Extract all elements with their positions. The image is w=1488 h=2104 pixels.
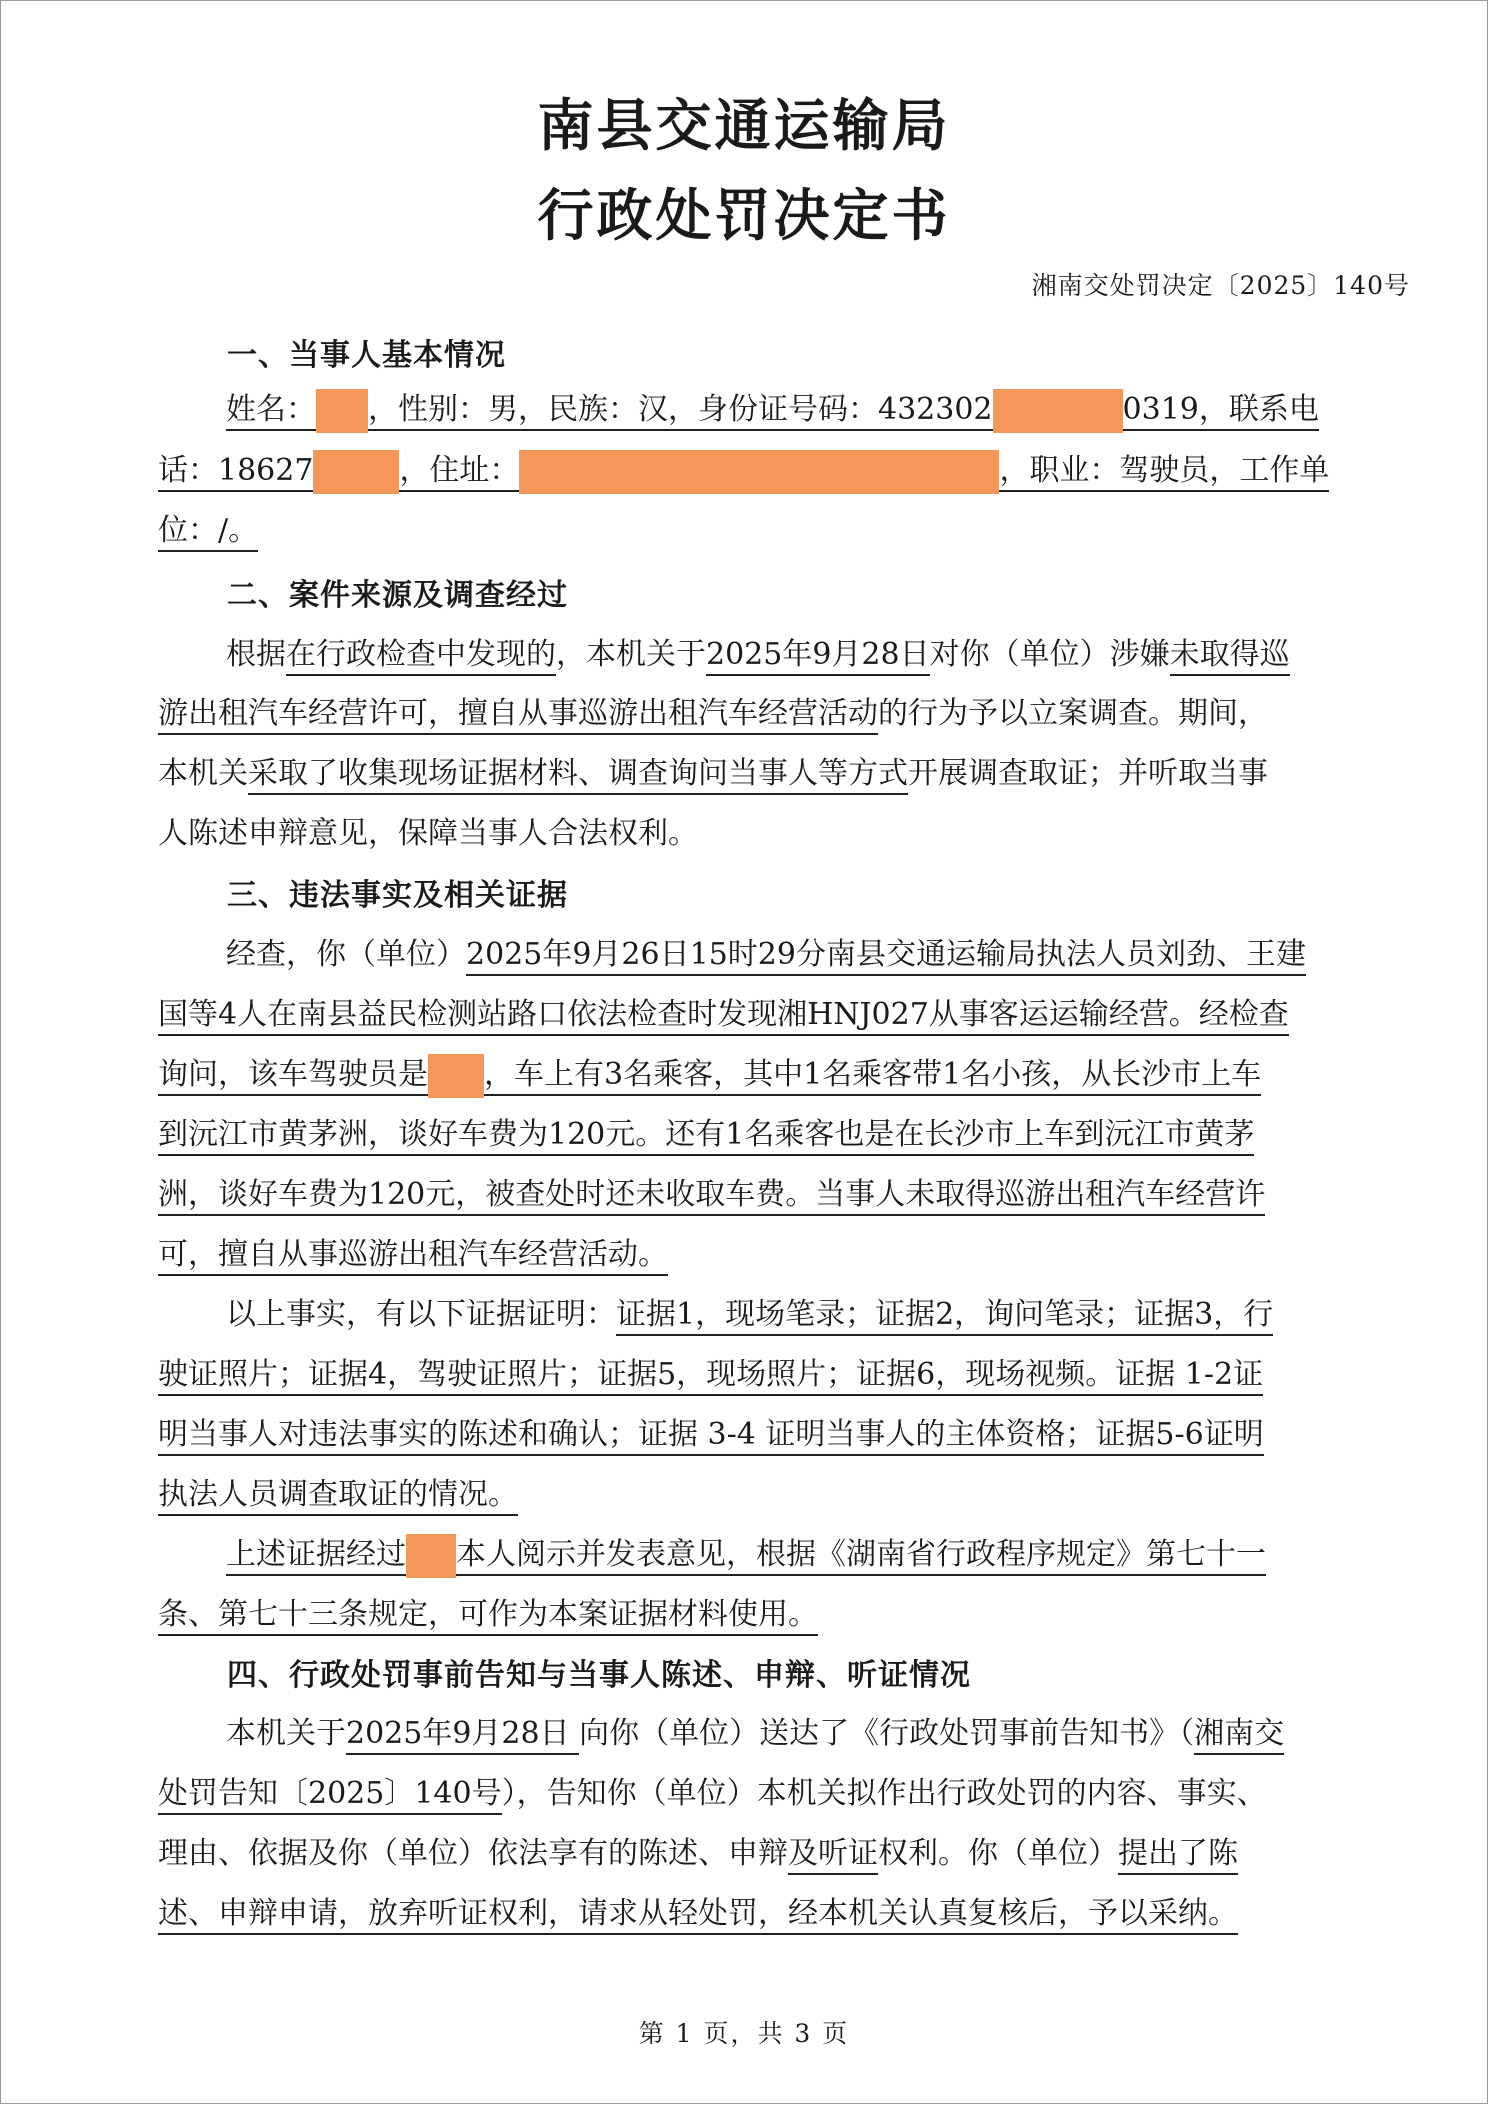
s3-text: 以上事实，有以下证据证明： [226,1297,616,1332]
s1-line-2 [158,443,1329,499]
redaction-name [316,389,368,433]
s3-p3-line-1 [226,1527,1266,1583]
s3-evidence: 证据1，现场笔录；证据2，询问笔录；证据3，行 [616,1297,1273,1336]
section-1-heading: 一、当事人基本情况 [227,338,506,373]
s1-line-1 [226,382,1319,438]
s3-review: 上述证据经过 [226,1537,406,1576]
s4-line-4 [158,1886,1238,1942]
s1-text: 位：/。 [158,513,258,552]
s4-notice-no: 湘南交 [1194,1716,1284,1755]
s2-method: 采取了收集现场证据材料、调查询问当事人等方式 [248,756,908,795]
s4-notice-no: 处罚告知〔2025〕140号 [158,1776,502,1815]
s1-text: 姓名： [226,392,316,431]
s3-fact: 可，擅自从事巡游出租汽车经营活动。 [158,1237,668,1276]
redaction-driver [428,1054,484,1098]
s3-p2-line-4 [158,1467,518,1523]
s4-text: 权利。你（单位） [878,1836,1118,1871]
redaction-address [519,450,999,494]
s1-text: ，职业：驾驶员，工作单 [999,453,1329,492]
section-4-heading: 四、行政处罚事前告知与当事人陈述、申辩、听证情况 [227,1658,971,1693]
s2-text: 对你（单位）涉嫌 [929,637,1170,672]
s3-fact: 到沅江市黄茅洲，谈好车费为120元。还有1名乘客也是在长沙市上车到沅江市黄茅 [158,1117,1254,1156]
s2-text: 的行为予以立案调查。期间， [878,696,1268,731]
s2-source: 在行政检查中发现的 [286,637,556,676]
s4-line-2 [158,1766,1267,1822]
redaction-reviewer [406,1534,456,1578]
s3-evidence: 执法人员调查取证的情况。 [158,1477,518,1516]
reviewer-field [406,1537,456,1576]
s3-review: 本人阅示并发表意见，根据《湖南省行政程序规定》第七十一 [456,1537,1266,1576]
s4-hearing: 及听证 [788,1836,878,1875]
s3-p2-line-2 [158,1347,1263,1403]
s3-p1-line-5 [158,1167,1265,1223]
phone-field [313,453,399,492]
s4-text: 向你（单位）送达了《行政处罚事前告知书》（ [579,1716,1195,1751]
section-2-heading: 二、案件来源及调查经过 [227,578,568,613]
s2-text: 根据 [226,637,286,672]
s1-text: ，住址： [399,453,519,492]
page-footer: 第 1 页，共 3 页 [638,2019,850,2048]
s3-fact: 询问，该车驾驶员是 [158,1057,428,1096]
address-field [519,453,999,492]
document-title: 行政处罚决定书 [537,184,951,249]
s2-line-2 [158,686,1268,742]
s1-line-3 [158,503,258,559]
s3-p1-line-6 [158,1227,668,1283]
s1-text: 话：18627 [158,453,313,492]
s3-p1-line-4 [158,1107,1254,1163]
s4-response: 述、申辩申请，放弃听证权利，请求从轻处罚，经本机关认真复核后，予以采纳。 [158,1896,1238,1935]
s2-line-3 [158,746,1268,802]
s4-text: 本机关于 [226,1716,346,1751]
s3-text: 经查，你（单位） [226,937,466,972]
s3-evidence: 驶证照片；证据4，驾驶证照片；证据5，现场照片；证据6，现场视频。证据 1-2证 [158,1357,1263,1396]
s2-violation: 游出租汽车经营许可，擅自从事巡游出租汽车经营活动 [158,696,878,735]
s3-p1-line-3 [158,1047,1261,1103]
section-3-heading: 三、违法事实及相关证据 [227,878,568,913]
s4-text: 理由、依据及你（单位）依法享有的陈述、申辩 [158,1836,788,1871]
redaction-phone [313,450,399,494]
redaction-id [993,389,1123,433]
s2-violation: 未取得巡 [1170,637,1290,676]
s2-line-1 [226,627,1290,683]
s3-evidence: 明当事人对违法事实的陈述和确认；证据 3-4 证明当事人的主体资格；证据5-6证明 [158,1417,1264,1456]
s4-text: ），告知你（单位）本机关拟作出行政处罚的内容、事实、 [501,1776,1267,1811]
document-number: 湘南交处罚决定〔2025〕140号 [1031,271,1410,300]
s3-fact: ，车上有3名乘客，其中1名乘客带1名小孩，从长沙市上车 [484,1057,1261,1096]
s3-fact: 国等4人在南县益民检测站路口依法检查时发现湘HNJ027从事客运运输经营。经检查 [158,997,1289,1036]
s4-response: 提出了陈 [1118,1836,1238,1875]
s2-text: 本机关 [158,756,248,791]
s2-text: ，本机关于 [556,637,706,672]
id-field [993,392,1123,431]
s3-fact: 2025年9月26日15时29分南县交通运输局执法人员刘劲、王建 [466,937,1306,976]
s3-fact: 洲，谈好车费为120元，被查处时还未收取车费。当事人未取得巡游出租汽车经营许 [158,1177,1265,1216]
s3-p2-line-1 [226,1287,1273,1343]
driver-field [428,1057,484,1096]
s3-p2-line-3 [158,1407,1264,1463]
s1-text: ，性别：男，民族：汉，身份证号码：432302 [368,392,993,431]
agency-title: 南县交通运输局 [537,94,951,159]
s3-p1-line-2 [158,987,1289,1043]
s2-text: 开展调查取证；并听取当事 [908,756,1268,791]
s2-line-4: 人陈述申辩意见，保障当事人合法权利。 [158,816,698,851]
name-field [316,392,368,431]
s4-date: 2025年9月28日 [346,1716,579,1755]
s3-p3-line-2 [158,1587,818,1643]
s3-review: 条、第七十三条规定，可作为本案证据材料使用。 [158,1597,818,1636]
s4-line-3 [158,1826,1238,1882]
s1-text: 0319，联系电 [1123,392,1319,431]
s4-line-1 [226,1706,1284,1762]
s3-p1-line-1 [226,927,1306,983]
s2-date: 2025年9月28日 [706,637,930,676]
